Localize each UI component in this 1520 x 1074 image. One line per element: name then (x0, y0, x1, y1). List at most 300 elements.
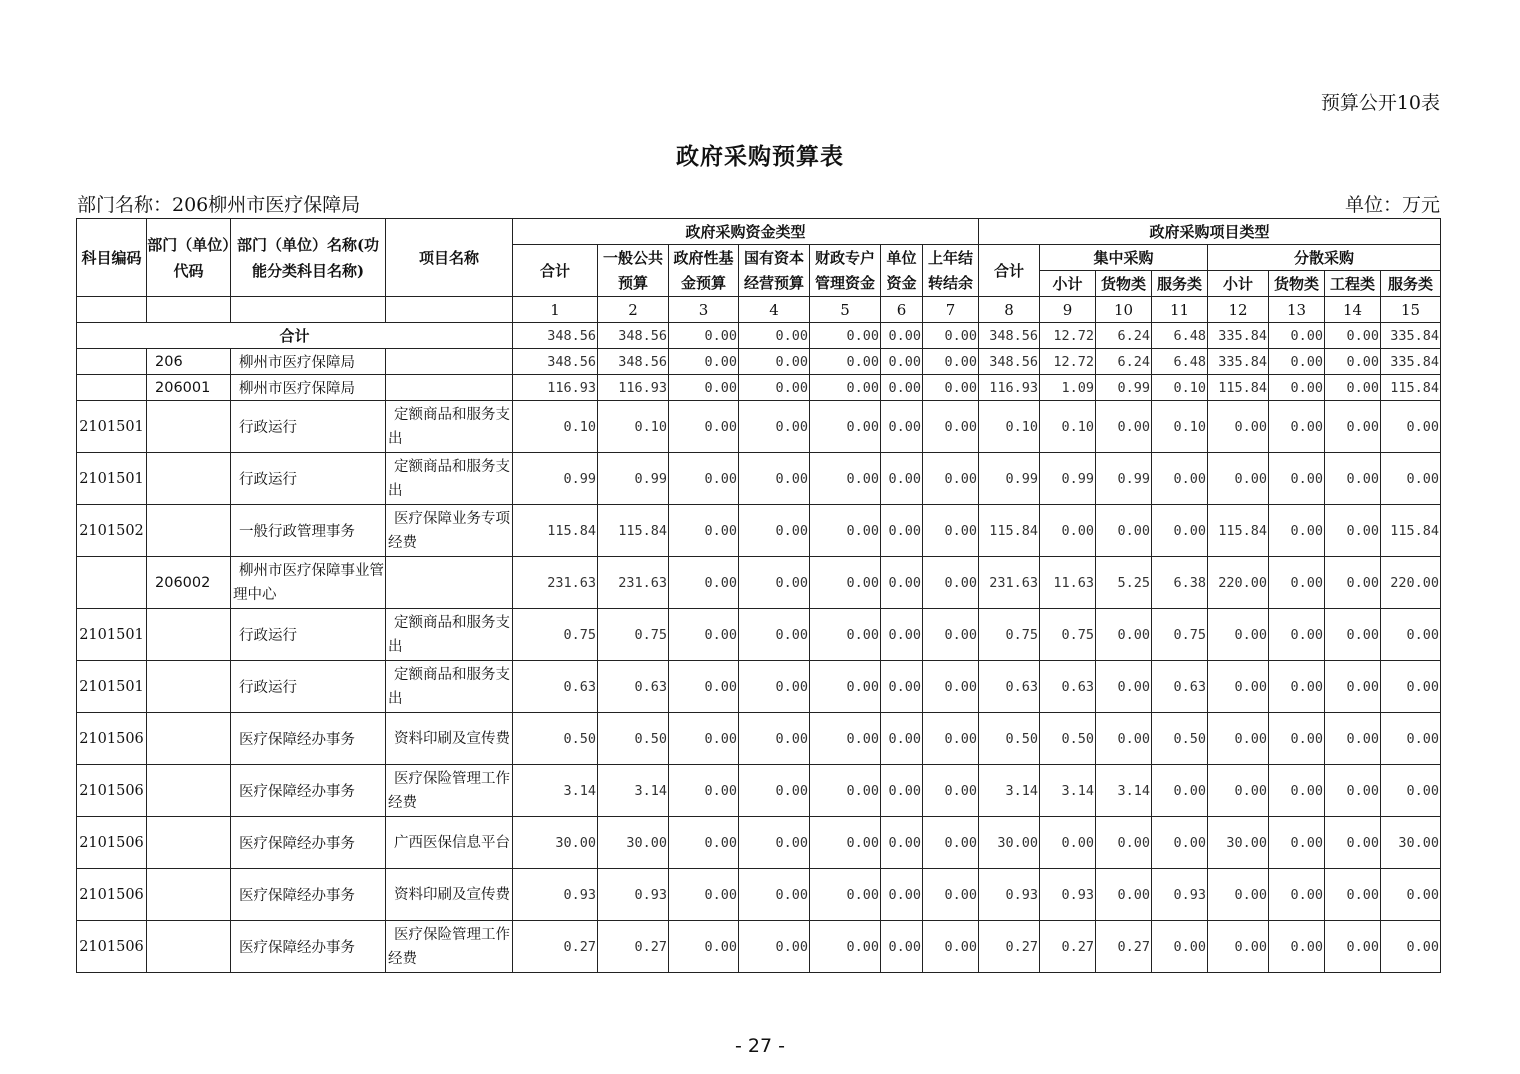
value-cell: 0.00 (1096, 817, 1152, 869)
value-cell: 0.00 (923, 349, 979, 375)
value-cell: 0.00 (923, 869, 979, 921)
dept-code (147, 401, 231, 453)
value-cell: 0.50 (979, 713, 1040, 765)
header-project-name: 项目名称 (386, 219, 513, 297)
header-gov-fund: 政府性基金预算 (669, 245, 739, 297)
table-row (77, 661, 1441, 713)
value-cell: 0.00 (1269, 323, 1325, 349)
value-cell: 0.00 (923, 921, 979, 973)
value-cell: 0.00 (1096, 401, 1152, 453)
value-cell: 0.00 (1040, 505, 1096, 557)
value-cell: 0.75 (979, 609, 1040, 661)
column-number: 4 (739, 297, 810, 323)
dept-code (147, 505, 231, 557)
dept-name: 一般行政管理事务 (231, 505, 386, 557)
value-cell: 30.00 (598, 817, 669, 869)
dept-code: 206 (147, 349, 231, 375)
value-cell: 0.63 (979, 661, 1040, 713)
value-cell: 0.00 (1269, 713, 1325, 765)
header-unit-fund: 单位资金 (881, 245, 923, 297)
value-cell: 0.00 (1381, 661, 1441, 713)
table-row (77, 557, 1441, 609)
value-cell: 335.84 (1381, 349, 1441, 375)
table-row (77, 921, 1441, 973)
value-cell: 6.24 (1096, 349, 1152, 375)
unit-label: 单位：万元 (1344, 194, 1440, 216)
header-fiscal-special: 财政专户管理资金 (810, 245, 881, 297)
column-number: 6 (881, 297, 923, 323)
value-cell: 0.10 (979, 401, 1040, 453)
value-cell: 0.00 (881, 349, 923, 375)
value-cell: 0.99 (598, 453, 669, 505)
value-cell: 115.84 (513, 505, 598, 557)
column-number: 15 (1381, 297, 1441, 323)
value-cell: 0.63 (513, 661, 598, 713)
value-cell: 0.00 (1096, 713, 1152, 765)
value-cell: 0.00 (669, 609, 739, 661)
value-cell: 11.63 (1040, 557, 1096, 609)
value-cell: 0.00 (669, 661, 739, 713)
value-cell: 0.27 (513, 921, 598, 973)
dept-name: 行政运行 (231, 609, 386, 661)
value-cell: 0.00 (739, 869, 810, 921)
value-cell: 0.93 (598, 869, 669, 921)
subject-code (77, 349, 147, 375)
value-cell: 0.93 (1152, 869, 1208, 921)
subject-code (77, 375, 147, 401)
value-cell: 0.00 (881, 869, 923, 921)
column-number: 9 (1040, 297, 1096, 323)
value-cell: 0.00 (739, 349, 810, 375)
value-cell: 0.10 (513, 401, 598, 453)
value-cell: 0.00 (1325, 661, 1381, 713)
value-cell: 0.00 (739, 375, 810, 401)
value-cell: 0.00 (1208, 661, 1269, 713)
value-cell: 0.00 (1381, 869, 1441, 921)
value-cell: 0.00 (669, 817, 739, 869)
value-cell: 0.00 (1381, 609, 1441, 661)
value-cell: 0.63 (1040, 661, 1096, 713)
value-cell: 0.00 (1208, 765, 1269, 817)
value-cell: 0.00 (1325, 869, 1381, 921)
value-cell: 0.10 (1152, 375, 1208, 401)
table-row (77, 401, 1441, 453)
value-cell: 0.00 (669, 713, 739, 765)
value-cell: 0.00 (1381, 713, 1441, 765)
table-row (77, 609, 1441, 661)
value-cell: 0.63 (598, 661, 669, 713)
dept-code: 206001 (147, 375, 231, 401)
value-cell: 0.00 (1269, 765, 1325, 817)
value-cell: 3.14 (979, 765, 1040, 817)
value-cell: 0.10 (598, 401, 669, 453)
table-row (77, 765, 1441, 817)
header-project-type: 政府采购项目类型 (979, 219, 1441, 245)
value-cell: 0.00 (1152, 817, 1208, 869)
header-works: 工程类 (1325, 271, 1381, 297)
project-name (386, 349, 513, 375)
value-cell: 0.00 (881, 453, 923, 505)
table-row (77, 713, 1441, 765)
project-name (386, 557, 513, 609)
value-cell: 0.00 (1269, 505, 1325, 557)
table-row (77, 505, 1441, 557)
value-cell: 0.00 (1096, 869, 1152, 921)
value-cell: 0.00 (669, 375, 739, 401)
value-cell: 0.00 (1269, 557, 1325, 609)
value-cell: 0.00 (739, 609, 810, 661)
value-cell: 0.00 (669, 765, 739, 817)
value-cell: 0.00 (1208, 453, 1269, 505)
value-cell: 0.00 (739, 505, 810, 557)
value-cell: 0.00 (1325, 557, 1381, 609)
value-cell: 0.00 (739, 323, 810, 349)
value-cell: 116.93 (598, 375, 669, 401)
value-cell: 0.00 (1096, 505, 1152, 557)
subject-code: 2101506 (77, 817, 147, 869)
subject-code: 2101501 (77, 661, 147, 713)
subject-code: 2101502 (77, 505, 147, 557)
header-services: 服务类 (1152, 271, 1208, 297)
dept-name: 医疗保障经办事务 (231, 921, 386, 973)
column-number: 12 (1208, 297, 1269, 323)
dept-name: 行政运行 (231, 401, 386, 453)
value-cell: 335.84 (1381, 323, 1441, 349)
header-services-2: 服务类 (1381, 271, 1441, 297)
header-fund-type: 政府采购资金类型 (513, 219, 979, 245)
value-cell: 0.50 (513, 713, 598, 765)
value-cell: 335.84 (1208, 349, 1269, 375)
value-cell: 0.00 (1269, 401, 1325, 453)
project-name (386, 375, 513, 401)
column-number: 13 (1269, 297, 1325, 323)
project-name: 广西医保信息平台 (386, 817, 513, 869)
project-name: 定额商品和服务支出 (386, 453, 513, 505)
value-cell: 0.00 (923, 817, 979, 869)
value-cell: 0.00 (669, 921, 739, 973)
value-cell: 3.14 (1096, 765, 1152, 817)
value-cell: 0.00 (881, 505, 923, 557)
value-cell: 0.00 (810, 869, 881, 921)
value-cell: 0.00 (669, 349, 739, 375)
value-cell: 0.00 (881, 921, 923, 973)
value-cell: 0.00 (923, 453, 979, 505)
header-dept-name: 部门（单位）名称(功能分类科目名称) (231, 219, 386, 297)
value-cell: 115.84 (598, 505, 669, 557)
header-total-2: 合计 (979, 245, 1040, 297)
value-cell: 0.00 (881, 713, 923, 765)
value-cell: 0.00 (1152, 765, 1208, 817)
column-number: 2 (598, 297, 669, 323)
project-name: 医疗保障业务专项经费 (386, 505, 513, 557)
dept-name: 柳州市医疗保障事业管理中心 (231, 557, 386, 609)
value-cell: 0.00 (881, 661, 923, 713)
value-cell: 348.56 (598, 349, 669, 375)
header-subtotal-2: 小计 (1208, 271, 1269, 297)
value-cell: 0.00 (1152, 453, 1208, 505)
value-cell: 0.00 (739, 453, 810, 505)
value-cell: 335.84 (1208, 323, 1269, 349)
value-cell: 0.00 (881, 401, 923, 453)
value-cell: 0.00 (1096, 609, 1152, 661)
header-central: 集中采购 (1040, 245, 1208, 271)
value-cell: 12.72 (1040, 349, 1096, 375)
dept-name: 医疗保障经办事务 (231, 869, 386, 921)
value-cell: 0.00 (1208, 609, 1269, 661)
value-cell: 0.00 (669, 869, 739, 921)
value-cell: 348.56 (979, 349, 1040, 375)
subject-code: 2101506 (77, 713, 147, 765)
subject-code: 2101506 (77, 921, 147, 973)
value-cell: 0.27 (1040, 921, 1096, 973)
value-cell: 116.93 (979, 375, 1040, 401)
column-number: 3 (669, 297, 739, 323)
header-dept-code: 部门（单位）代码 (147, 219, 231, 297)
value-cell: 0.00 (1040, 817, 1096, 869)
value-cell: 0.99 (979, 453, 1040, 505)
value-cell: 0.75 (1040, 609, 1096, 661)
dept-code (147, 765, 231, 817)
value-cell: 0.00 (923, 323, 979, 349)
value-cell: 12.72 (1040, 323, 1096, 349)
value-cell: 0.00 (923, 375, 979, 401)
value-cell: 0.93 (979, 869, 1040, 921)
value-cell: 0.00 (1381, 453, 1441, 505)
header-state-capital: 国有资本经营预算 (739, 245, 810, 297)
value-cell: 0.00 (810, 401, 881, 453)
header-subject-code: 科目编码 (77, 219, 147, 297)
value-cell: 30.00 (979, 817, 1040, 869)
dept-code (147, 453, 231, 505)
value-cell: 0.50 (1040, 713, 1096, 765)
dept-code (147, 869, 231, 921)
value-cell: 0.00 (1269, 869, 1325, 921)
value-cell: 0.27 (979, 921, 1040, 973)
value-cell: 0.00 (923, 609, 979, 661)
value-cell: 0.27 (1096, 921, 1152, 973)
form-number: 预算公开10表 (1320, 92, 1440, 114)
column-number: 1 (513, 297, 598, 323)
value-cell: 0.00 (810, 661, 881, 713)
dept-name: 柳州市医疗保障局 (231, 375, 386, 401)
value-cell: 0.00 (810, 557, 881, 609)
value-cell: 3.14 (598, 765, 669, 817)
value-cell: 0.00 (923, 661, 979, 713)
value-cell: 0.50 (598, 713, 669, 765)
value-cell: 0.99 (1096, 375, 1152, 401)
value-cell: 0.00 (1325, 765, 1381, 817)
value-cell: 220.00 (1208, 557, 1269, 609)
value-cell: 0.93 (513, 869, 598, 921)
value-cell: 0.00 (669, 401, 739, 453)
value-cell: 0.00 (1381, 921, 1441, 973)
project-name: 医疗保险管理工作经费 (386, 765, 513, 817)
value-cell: 0.10 (1152, 401, 1208, 453)
dept-name: 医疗保障经办事务 (231, 765, 386, 817)
value-cell: 0.00 (1325, 921, 1381, 973)
dept-name: 医疗保障经办事务 (231, 713, 386, 765)
value-cell: 0.00 (881, 817, 923, 869)
value-cell: 231.63 (598, 557, 669, 609)
value-cell: 0.00 (1208, 921, 1269, 973)
value-cell: 0.00 (1325, 713, 1381, 765)
dept-code (147, 713, 231, 765)
value-cell: 0.00 (1325, 349, 1381, 375)
value-cell: 0.00 (881, 375, 923, 401)
project-name: 资料印刷及宣传费 (386, 713, 513, 765)
value-cell: 0.63 (1152, 661, 1208, 713)
value-cell: 0.00 (739, 557, 810, 609)
total-label: 合计 (77, 323, 513, 349)
value-cell: 348.56 (513, 349, 598, 375)
value-cell: 0.99 (513, 453, 598, 505)
dept-code (147, 921, 231, 973)
column-number: 14 (1325, 297, 1381, 323)
dept-name: 医疗保障经办事务 (231, 817, 386, 869)
department-label: 部门名称：206柳州市医疗保障局 (77, 194, 361, 216)
value-cell: 0.00 (1096, 661, 1152, 713)
value-cell: 0.00 (739, 921, 810, 973)
value-cell: 0.00 (810, 453, 881, 505)
project-name: 医疗保险管理工作经费 (386, 921, 513, 973)
value-cell: 0.75 (1152, 609, 1208, 661)
project-name: 定额商品和服务支出 (386, 609, 513, 661)
value-cell: 0.00 (1325, 453, 1381, 505)
header-goods: 货物类 (1096, 271, 1152, 297)
value-cell: 0.00 (1325, 609, 1381, 661)
subject-code: 2101506 (77, 869, 147, 921)
value-cell: 348.56 (598, 323, 669, 349)
value-cell: 0.00 (1269, 817, 1325, 869)
value-cell: 0.00 (881, 557, 923, 609)
table-row (77, 349, 1441, 375)
subject-code: 2101506 (77, 765, 147, 817)
subject-code: 2101501 (77, 453, 147, 505)
value-cell: 30.00 (1208, 817, 1269, 869)
header-total: 合计 (513, 245, 598, 297)
value-cell: 348.56 (513, 323, 598, 349)
value-cell: 0.00 (1325, 505, 1381, 557)
value-cell: 0.00 (739, 661, 810, 713)
header-general-budget: 一般公共预算 (598, 245, 669, 297)
value-cell: 0.00 (739, 817, 810, 869)
table-row (77, 817, 1441, 869)
dept-name: 柳州市医疗保障局 (231, 349, 386, 375)
subject-code (77, 557, 147, 609)
value-cell: 0.00 (1269, 349, 1325, 375)
page-title: 政府采购预算表 (676, 143, 844, 170)
value-cell: 0.00 (923, 401, 979, 453)
value-cell: 0.00 (1381, 765, 1441, 817)
value-cell: 0.00 (810, 817, 881, 869)
value-cell: 0.75 (513, 609, 598, 661)
value-cell: 0.10 (1040, 401, 1096, 453)
value-cell: 0.00 (1269, 661, 1325, 713)
value-cell: 115.84 (1208, 505, 1269, 557)
value-cell: 6.48 (1152, 349, 1208, 375)
value-cell: 0.00 (1152, 921, 1208, 973)
dept-code (147, 609, 231, 661)
value-cell: 0.00 (1269, 375, 1325, 401)
value-cell: 0.27 (598, 921, 669, 973)
value-cell: 0.00 (923, 557, 979, 609)
total-row (77, 323, 1441, 349)
value-cell: 0.00 (810, 323, 881, 349)
value-cell: 6.24 (1096, 323, 1152, 349)
value-cell: 0.00 (923, 505, 979, 557)
column-number: 7 (923, 297, 979, 323)
project-name: 资料印刷及宣传费 (386, 869, 513, 921)
value-cell: 0.00 (810, 505, 881, 557)
header-dispersed: 分散采购 (1208, 245, 1441, 271)
value-cell: 220.00 (1381, 557, 1441, 609)
column-number: 10 (1096, 297, 1152, 323)
value-cell: 0.00 (1208, 713, 1269, 765)
value-cell: 6.38 (1152, 557, 1208, 609)
value-cell: 0.00 (669, 557, 739, 609)
value-cell: 0.00 (881, 765, 923, 817)
value-cell: 0.00 (923, 765, 979, 817)
project-name: 定额商品和服务支出 (386, 661, 513, 713)
value-cell: 0.00 (1325, 401, 1381, 453)
column-number: 11 (1152, 297, 1208, 323)
value-cell: 0.00 (923, 713, 979, 765)
value-cell: 0.00 (669, 505, 739, 557)
dept-code: 206002 (147, 557, 231, 609)
subject-code: 2101501 (77, 401, 147, 453)
column-number: 5 (810, 297, 881, 323)
value-cell: 0.00 (810, 609, 881, 661)
value-cell: 115.84 (1208, 375, 1269, 401)
procurement-budget-table (76, 218, 1441, 973)
value-cell: 0.99 (1096, 453, 1152, 505)
header-goods-2: 货物类 (1269, 271, 1325, 297)
subject-code: 2101501 (77, 609, 147, 661)
dept-name: 行政运行 (231, 661, 386, 713)
value-cell: 0.00 (1325, 323, 1381, 349)
value-cell: 0.00 (1269, 609, 1325, 661)
dept-code (147, 661, 231, 713)
value-cell: 0.00 (1381, 401, 1441, 453)
dept-code (147, 817, 231, 869)
value-cell: 115.84 (1381, 375, 1441, 401)
project-name: 定额商品和服务支出 (386, 401, 513, 453)
value-cell: 3.14 (1040, 765, 1096, 817)
value-cell: 115.84 (979, 505, 1040, 557)
value-cell: 1.09 (1040, 375, 1096, 401)
value-cell: 0.00 (669, 323, 739, 349)
value-cell: 0.00 (1208, 401, 1269, 453)
table-row (77, 453, 1441, 505)
value-cell: 0.00 (1208, 869, 1269, 921)
value-cell: 115.84 (1381, 505, 1441, 557)
header-subtotal: 小计 (1040, 271, 1096, 297)
value-cell: 0.93 (1040, 869, 1096, 921)
value-cell: 0.00 (1152, 505, 1208, 557)
value-cell: 0.00 (810, 349, 881, 375)
value-cell: 0.00 (810, 713, 881, 765)
value-cell: 0.00 (810, 921, 881, 973)
value-cell: 0.00 (881, 323, 923, 349)
value-cell: 0.99 (1040, 453, 1096, 505)
value-cell: 6.48 (1152, 323, 1208, 349)
table-row (77, 375, 1441, 401)
value-cell: 0.00 (739, 765, 810, 817)
value-cell: 0.00 (1269, 453, 1325, 505)
value-cell: 0.00 (1325, 375, 1381, 401)
value-cell: 231.63 (513, 557, 598, 609)
value-cell: 0.00 (881, 609, 923, 661)
